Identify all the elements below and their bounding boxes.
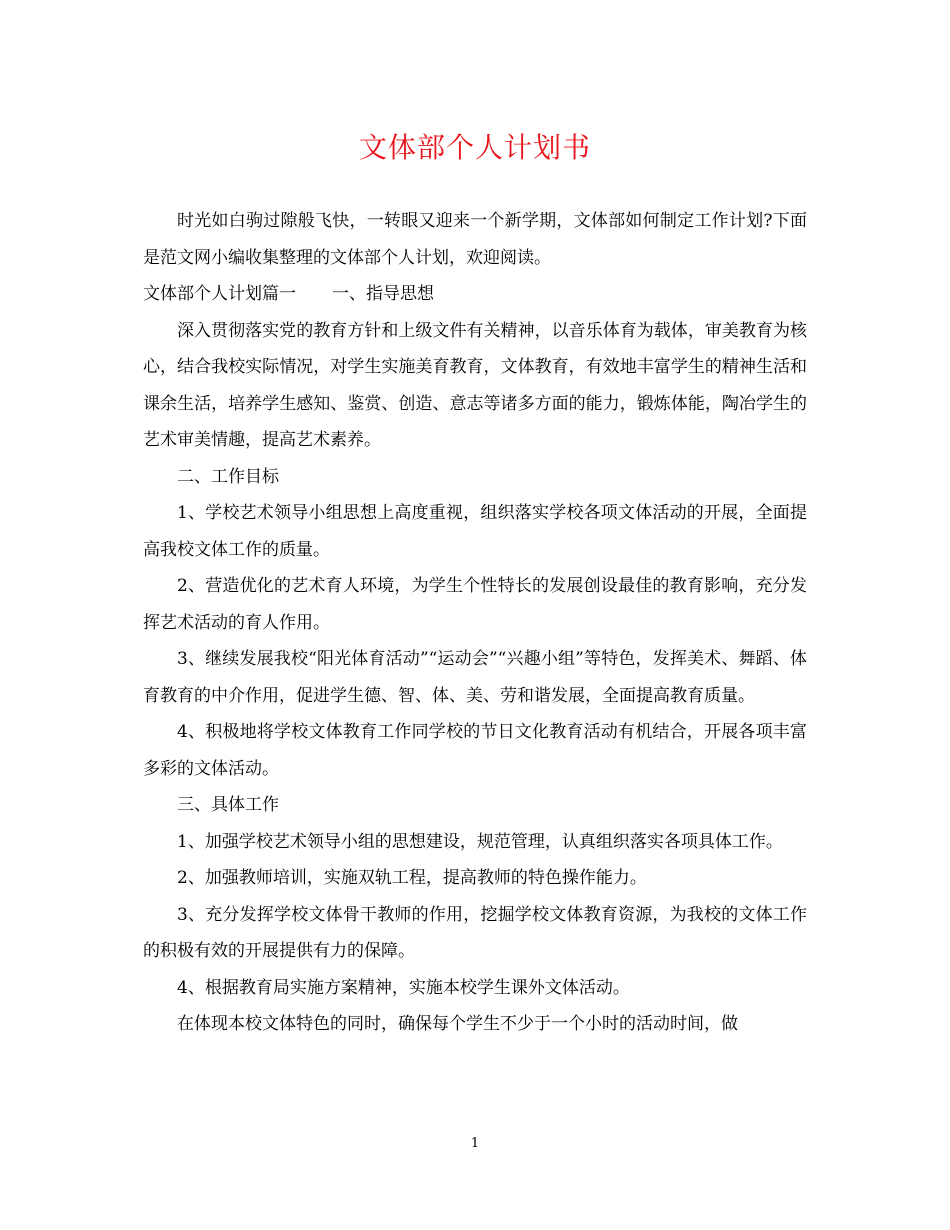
section-label: 文体部个人计划篇一 [143,284,296,304]
document-body [143,203,807,1043]
section-heading-line [143,276,807,313]
paragraph-work-1: 1、加强学校艺术领导小组的思想建设，规范管理，认真组织落实各项具体工作。 [177,831,783,852]
intro-paragraph: 时光如白驹过隙般飞快，一转眼又迎来一个新学期，文体部如何制定工作计划?下面是范文网小编收集整理的文体部个人计划，欢迎阅读。 [143,211,807,268]
paragraph-work-3: 3、充分发挥学校文体骨干教师的作用，挖掘学校文体教育资源，为我校的文体工作的积极有效的开展提供有力的保障。 [143,904,807,961]
document-title: 文体部个人计划书 [358,131,591,164]
paragraph-work-4: 4、根据教育局实施方案精神，实施本校学生课外文体活动。 [177,977,630,998]
paragraph-guiding-thought: 深入贯彻落实党的教育方针和上级文件有关精神，以音乐体育为载体，审美教育为核心，结合我校实际情况，对学生实施美育教育，文体教育，有效地丰富学生的精神生活和课余生活，培养学生感知、鉴赏、创造、意志等诸多方面的能力，锻炼体能，陶冶学生的艺术审美情趣，提高艺术素养。 [143,320,807,450]
paragraph-goal-2: 2、营造优化的艺术育人环境，为学生个性特长的发展创设最佳的教育影响，充分发挥艺术活动的育人作用。 [143,576,807,633]
section-heading-1: 一、指导思想 [332,284,434,304]
paragraph-goal-1: 1、学校艺术领导小组思想上高度重视，组织落实学校各项文体活动的开展，全面提高我校文体工作的质量。 [143,503,807,560]
heading-work-goals: 二、工作目标 [177,466,279,487]
paragraph-goal-4: 4、积极地将学校文体教育工作同学校的节日文化教育活动有机结合，开展各项丰富多彩的文体活动。 [143,722,807,779]
heading-specific-work: 三、具体工作 [177,795,279,815]
paragraph-work-2: 2、加强教师培训，实施双轨工程，提高教师的特色操作能力。 [177,868,647,888]
page-number: 1 [470,1136,480,1151]
paragraph-continuation: 在体现本校文体特色的同时，确保每个学生不少于一个小时的活动时间，做 [177,1014,738,1034]
paragraph-goal-3: 3、继续发展我校“阳光体育活动”“运动会”“兴趣小组”等特色，发挥美术、舞蹈、体育教育的中介作用，促进学生德、智、体、美、劳和谐发展，全面提高教育质量。 [143,649,807,706]
